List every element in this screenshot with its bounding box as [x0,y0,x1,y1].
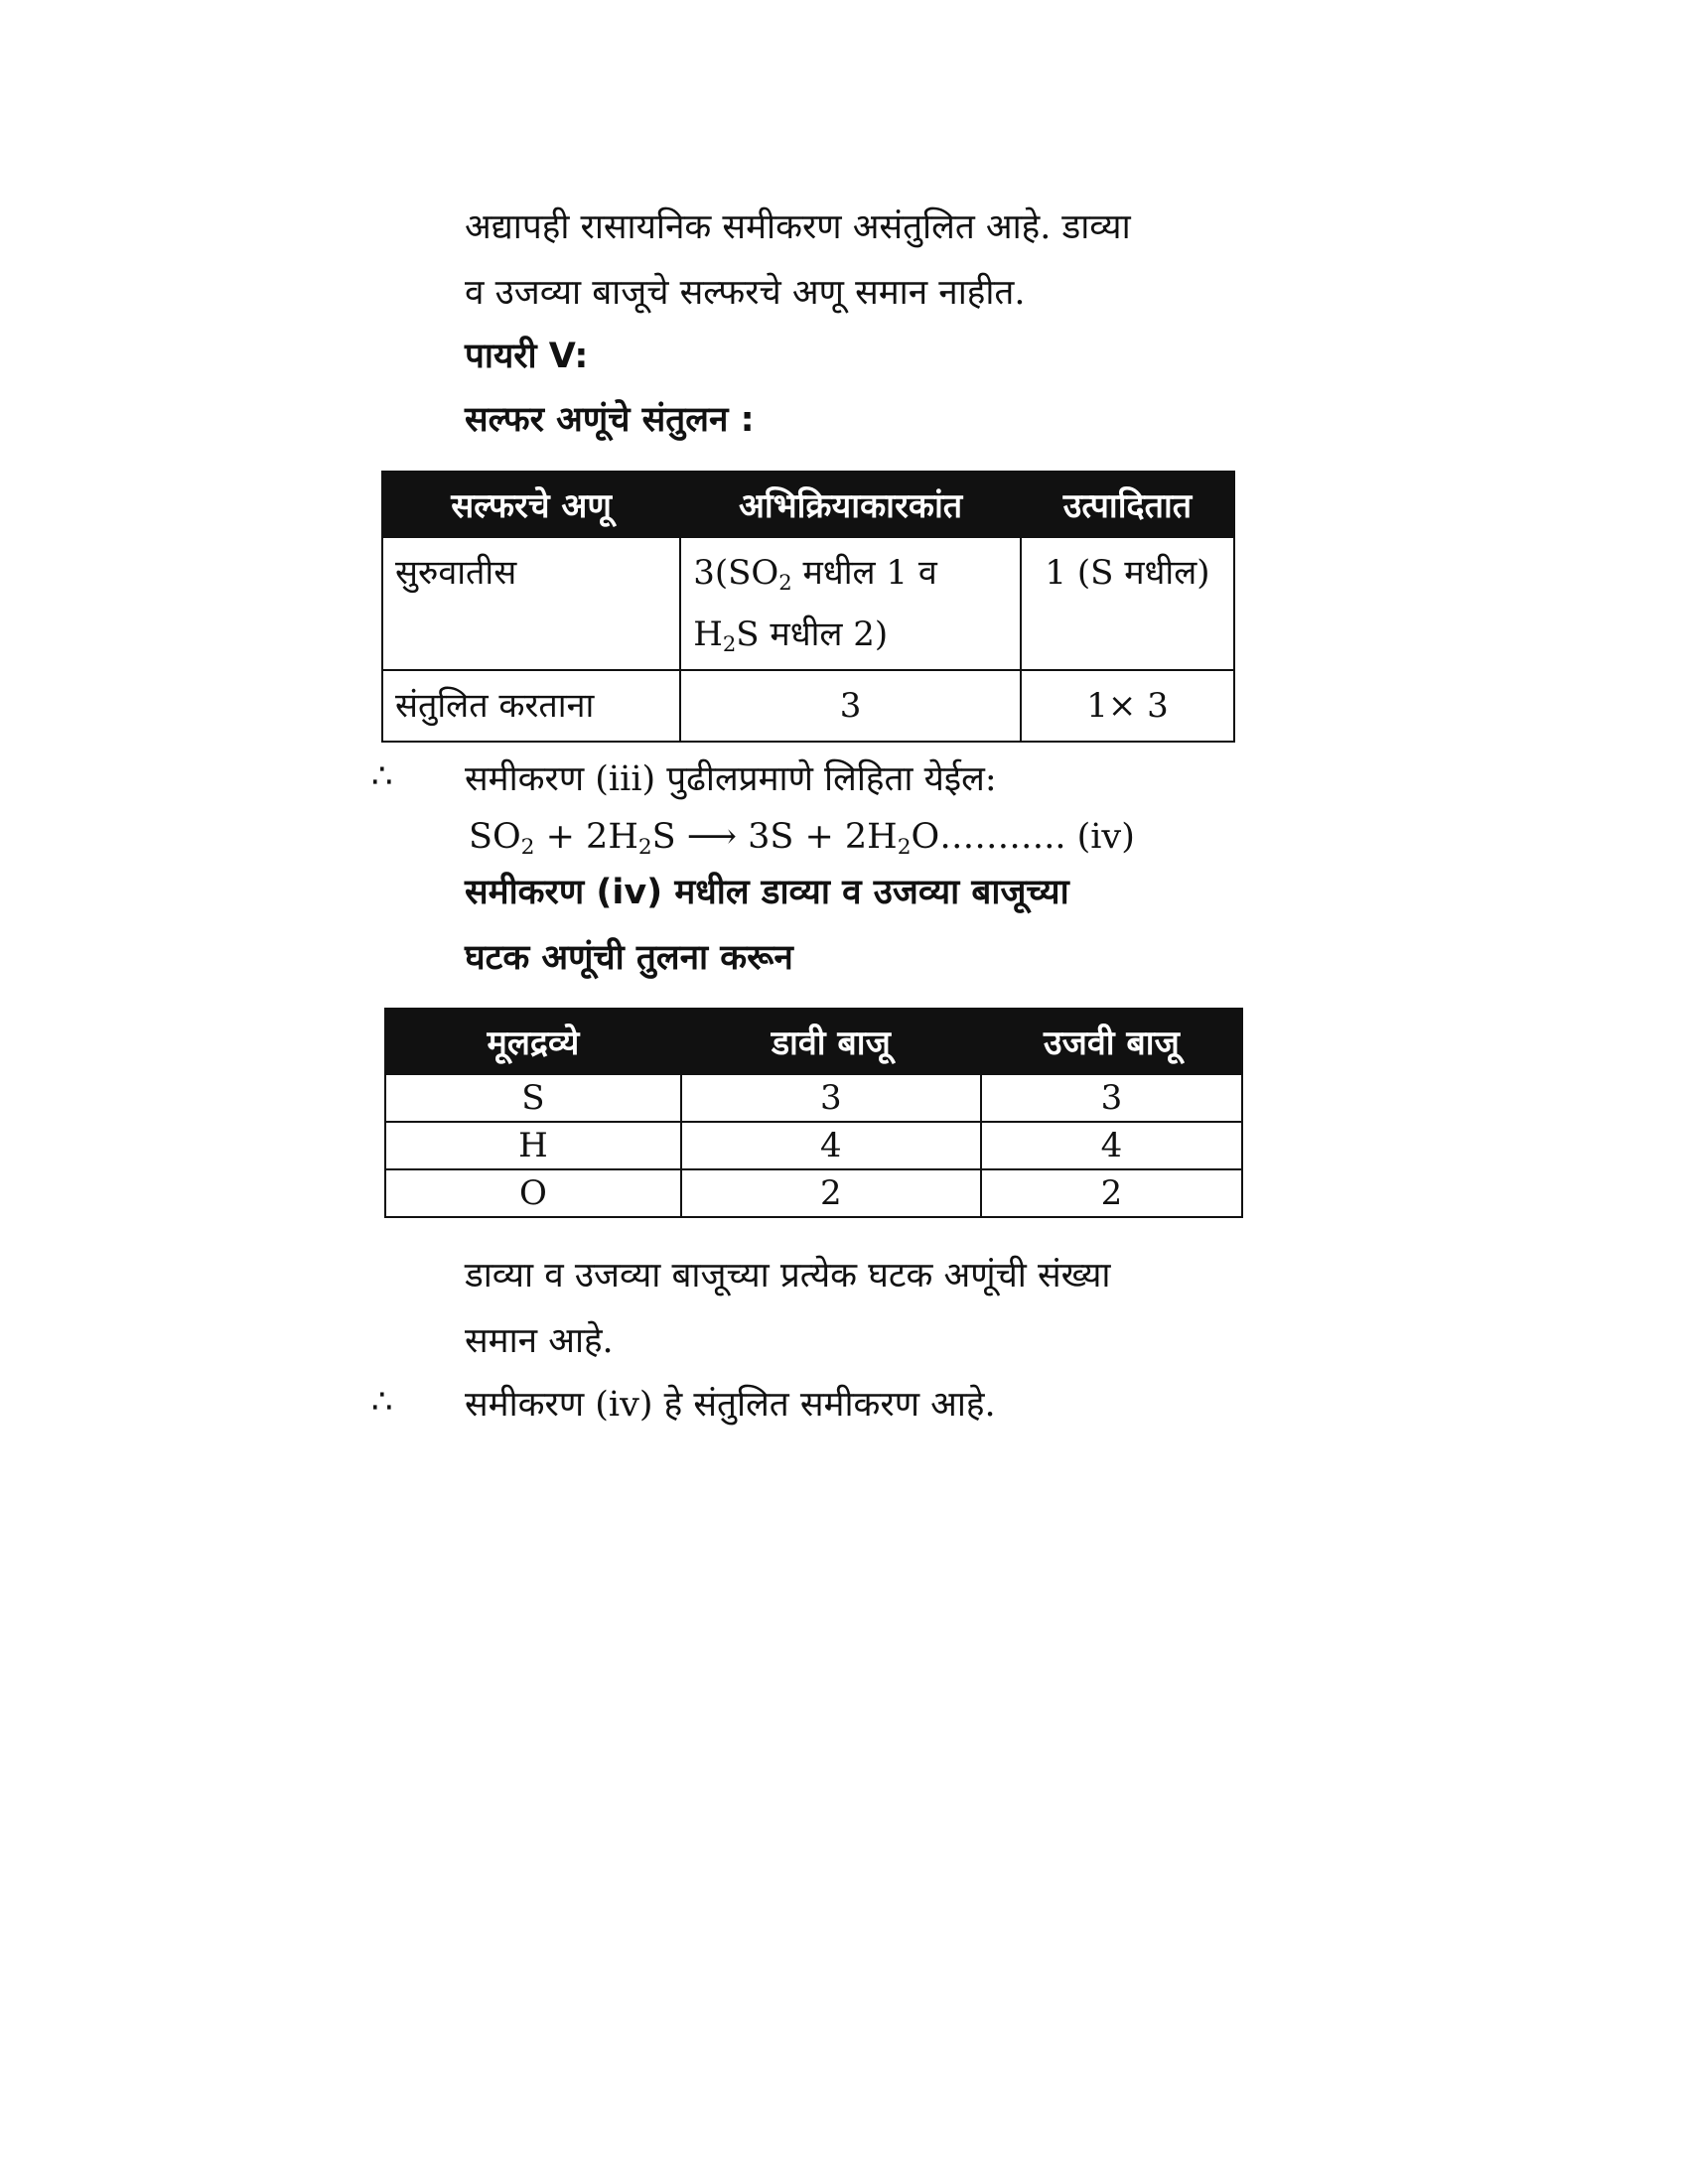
element-cell: H [385,1122,681,1169]
column-header: मूलद्रव्ये [385,1009,681,1074]
intro-line-1: अद्यापही रासायनिक समीकरण असंतुलित आहे. डाव्या [465,207,1131,247]
equation-part: SO [469,817,521,857]
compare-heading-line-1: समीकरण (iv) मधील डाव्या व उजव्या बाजूच्या [465,873,1069,912]
therefore-symbol: ∴ [371,1382,393,1422]
right-count-cell: 2 [981,1169,1242,1217]
reactant-cell: 3 [680,670,1021,742]
equation-part: + 2H [534,817,638,857]
right-count-cell: 4 [981,1122,1242,1169]
therefore-symbol: ∴ [371,756,393,796]
element-cell: S [385,1074,681,1122]
left-count-cell: 3 [681,1074,981,1122]
column-header: अभिक्रियाकारकांत [680,472,1021,537]
product-cell: 1 (S मधील) [1021,537,1234,670]
equation-intro: समीकरण (iii) पुढीलप्रमाणे लिहिता येईल: [465,759,997,799]
table-row [385,1122,1242,1169]
row-label: संतुलित करताना [382,670,680,742]
subscript: 2 [778,569,792,595]
equation-part: S ⟶ 3S + 2H [651,817,898,857]
product-cell: 1× 3 [1021,670,1234,742]
right-count-cell: 3 [981,1074,1242,1122]
column-header: सल्फरचे अणू [382,472,680,537]
reactant-text: मधील 1 व [791,553,937,593]
element-comparison-table [384,1008,1243,1218]
column-header: उजवी बाजू [981,1009,1242,1074]
row-label: सुरुवातीस [382,537,680,670]
equation-part: O……….. (iv) [911,817,1135,857]
element-cell: O [385,1169,681,1217]
conclusion-line-2: समान आहे. [465,1321,614,1361]
subscript: 2 [637,835,652,861]
step-heading: पायरी V: [465,337,589,376]
subscript: 2 [722,630,737,656]
column-header: उत्पादितात [1021,472,1234,537]
left-count-cell: 4 [681,1122,981,1169]
section-heading: सल्फर अणूंचे संतुलन : [465,400,755,440]
reactant-text: H [693,614,723,654]
left-count-cell: 2 [681,1169,981,1217]
subscript: 2 [897,835,912,861]
table-row [382,537,1234,670]
subscript: 2 [520,835,535,861]
reactant-cell [680,537,1021,670]
final-statement: समीकरण (iv) हे संतुलित समीकरण आहे. [465,1385,996,1425]
column-header: डावी बाजू [681,1009,981,1074]
intro-line-2: व उजव्या बाजूचे सल्फरचे अणू समान नाहीत. [465,273,1026,313]
table-row [385,1169,1242,1217]
conclusion-line-1: डाव्या व उजव्या बाजूच्या प्रत्येक घटक अणूंची संख्या [465,1256,1111,1296]
sulfur-balance-table [381,471,1235,743]
reactant-text: 3(SO [693,553,779,593]
reactant-text: S मधील 2) [736,614,889,654]
table-header-row [385,1009,1242,1074]
balanced-equation [469,812,1135,862]
compare-heading-line-2: घटक अणूंची तुलना करून [465,938,793,978]
table-row [385,1074,1242,1122]
table-row [382,670,1234,742]
table-header-row [382,472,1234,537]
